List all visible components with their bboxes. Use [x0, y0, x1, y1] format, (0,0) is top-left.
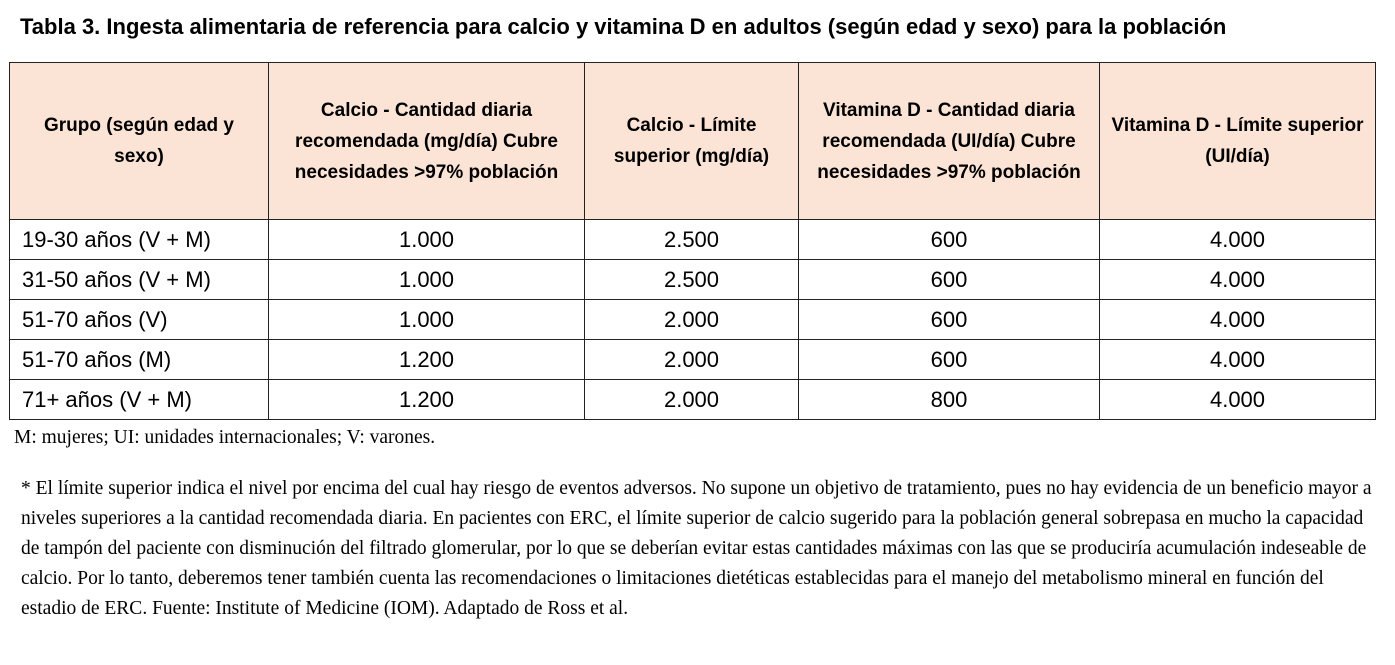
table-row: [10, 380, 1376, 420]
cell-calcium-daily: 1.000: [269, 300, 585, 340]
cell-vitamin-d-upper-limit: 4.000: [1100, 220, 1376, 260]
cell-calcium-upper-limit: 2.500: [585, 220, 799, 260]
header-group: Grupo (según edad y sexo): [10, 63, 269, 220]
table-header-row: [10, 63, 1376, 220]
reference-intake-table: [9, 62, 1376, 420]
cell-group: 31-50 años (V + M): [10, 260, 269, 300]
cell-calcium-daily: 1.200: [269, 380, 585, 420]
cell-vitamin-d-daily: 600: [799, 300, 1100, 340]
cell-group: 51-70 años (M): [10, 340, 269, 380]
header-vitamin-d-daily: Vitamina D - Cantidad diaria recomendada (UI/día) Cubre necesidades >97% población: [799, 63, 1100, 220]
cell-calcium-upper-limit: 2.500: [585, 260, 799, 300]
table-row: [10, 220, 1376, 260]
cell-group: 19-30 años (V + M): [10, 220, 269, 260]
cell-vitamin-d-upper-limit: 4.000: [1100, 260, 1376, 300]
cell-vitamin-d-daily: 800: [799, 380, 1100, 420]
header-calcium-upper-limit: Calcio - Límite superior (mg/día): [585, 63, 799, 220]
table-title: Tabla 3. Ingesta alimentaria de referencia para calcio y vitamina D en adultos (según edad y sexo) para la población: [20, 14, 1227, 39]
table-row: [10, 300, 1376, 340]
abbreviations-note: M: mujeres; UI: unidades internacionales; V: varones.: [14, 427, 436, 448]
cell-calcium-daily: 1.000: [269, 220, 585, 260]
cell-vitamin-d-upper-limit: 4.000: [1100, 300, 1376, 340]
header-vitamin-d-upper-limit: Vitamina D - Límite superior (UI/día): [1100, 63, 1376, 220]
cell-calcium-upper-limit: 2.000: [585, 300, 799, 340]
table-row: [10, 260, 1376, 300]
cell-group: 51-70 años (V): [10, 300, 269, 340]
footnote: * El límite superior indica el nivel por encima del cual hay riesgo de eventos adversos. No supone un objetivo de tratamiento, pues no hay evidencia de un beneficio mayor a niveles superiores a la cantidad recomendada diaria. En pacientes con ERC, el límite superior de calcio sugerido para la población general sobrepasa en mucho la capacidad de tampón del paciente con disminución del filtrado glomerular, por lo que se deberían evitar estas cantidades máximas con las que se produciría acumulación indeseable de calcio. Por lo tanto, deberemos tener también cuenta las recomendaciones o limitaciones dietéticas establecidas para el manejo del metabolismo mineral en función del estadio de ERC. Fuente: Institute of Medicine (IOM). Adaptado de Ross et al.: [21, 478, 1372, 619]
cell-calcium-daily: 1.000: [269, 260, 585, 300]
cell-vitamin-d-daily: 600: [799, 260, 1100, 300]
cell-group: 71+ años (V + M): [10, 380, 269, 420]
cell-vitamin-d-upper-limit: 4.000: [1100, 340, 1376, 380]
cell-vitamin-d-upper-limit: 4.000: [1100, 380, 1376, 420]
cell-calcium-upper-limit: 2.000: [585, 340, 799, 380]
cell-calcium-daily: 1.200: [269, 340, 585, 380]
cell-vitamin-d-daily: 600: [799, 340, 1100, 380]
table-row: [10, 340, 1376, 380]
header-calcium-daily: Calcio - Cantidad diaria recomendada (mg/día) Cubre necesidades >97% población: [269, 63, 585, 220]
cell-calcium-upper-limit: 2.000: [585, 380, 799, 420]
cell-vitamin-d-daily: 600: [799, 220, 1100, 260]
